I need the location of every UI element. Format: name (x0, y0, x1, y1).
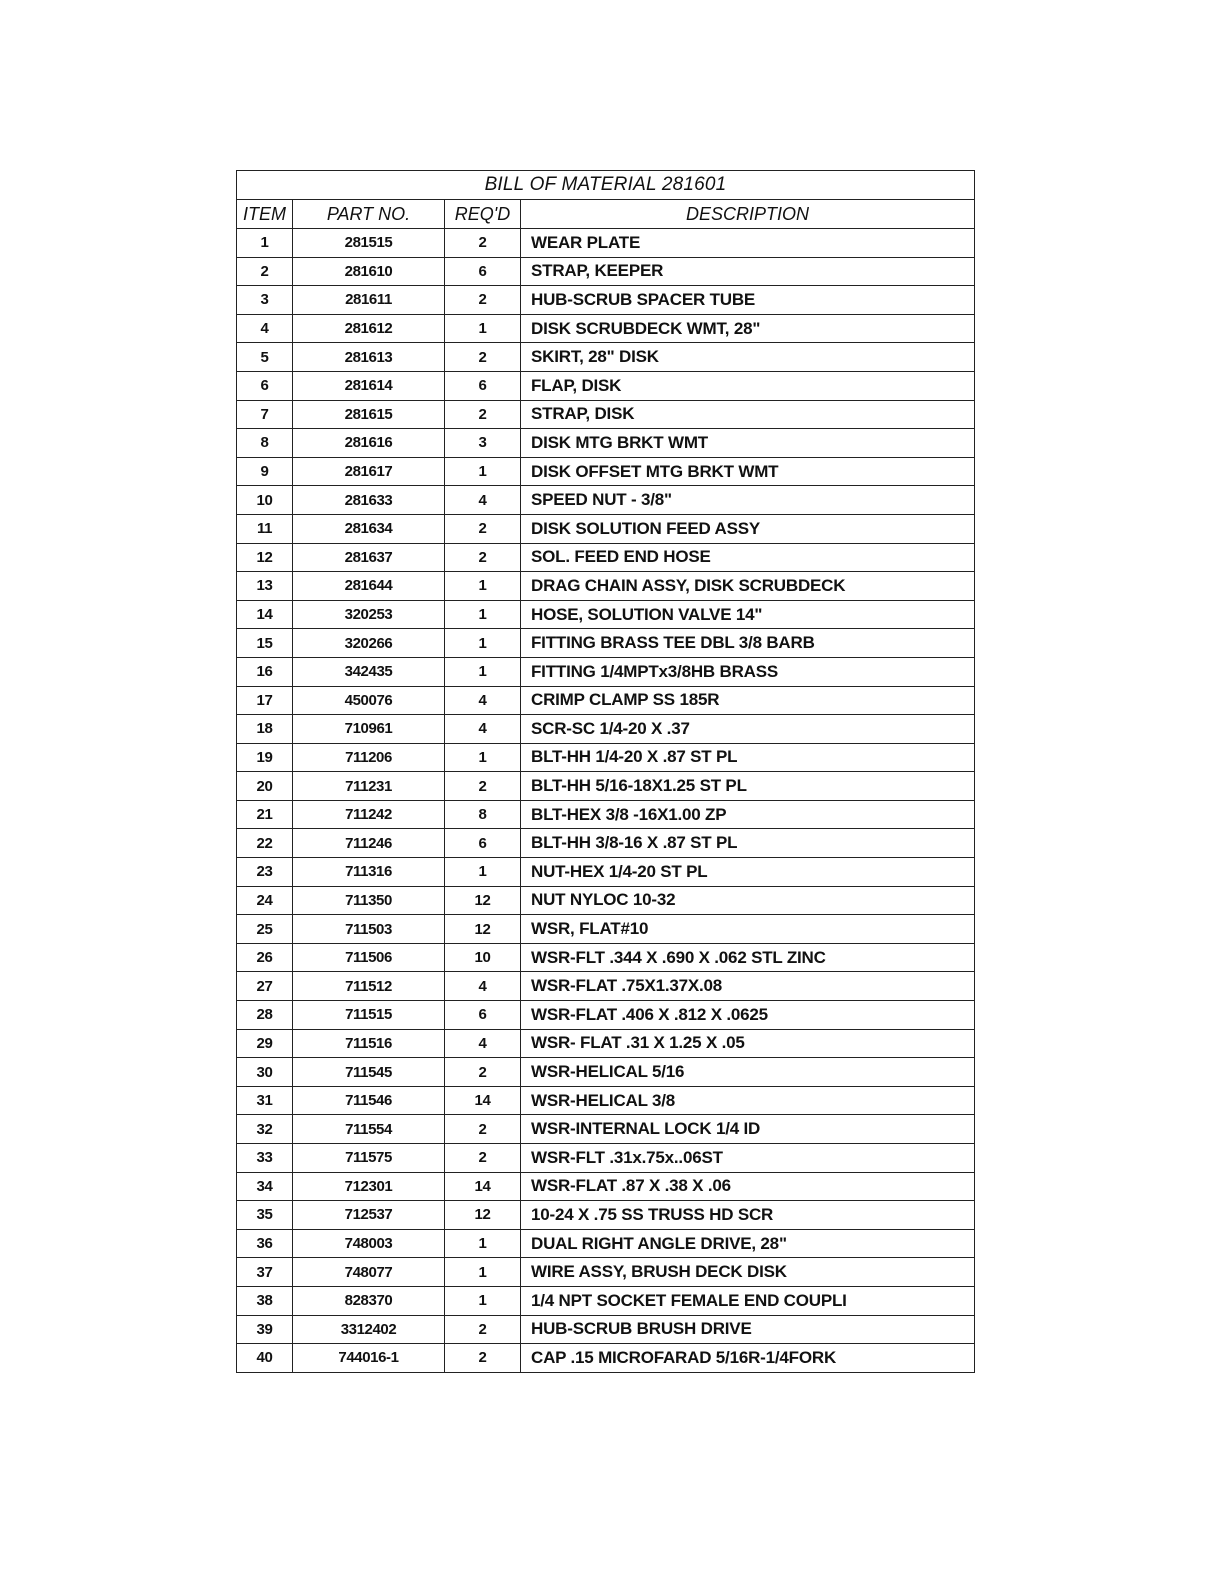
table-row (237, 486, 975, 515)
part-number: 711512 (293, 972, 445, 1001)
item-number: 27 (237, 972, 293, 1001)
part-number: 711516 (293, 1029, 445, 1058)
table-row (237, 1086, 975, 1115)
quantity-required: 2 (445, 543, 521, 572)
description: STRAP, KEEPER (521, 257, 975, 286)
description: STRAP, DISK (521, 400, 975, 429)
item-number: 31 (237, 1086, 293, 1115)
item-number: 23 (237, 858, 293, 887)
table-row (237, 229, 975, 258)
part-number: 281614 (293, 371, 445, 400)
quantity-required: 4 (445, 715, 521, 744)
table-row (237, 743, 975, 772)
table-row (237, 715, 975, 744)
quantity-required: 2 (445, 229, 521, 258)
part-number: 320253 (293, 600, 445, 629)
description: WSR-HELICAL 3/8 (521, 1086, 975, 1115)
item-number: 33 (237, 1144, 293, 1173)
part-number: 748077 (293, 1258, 445, 1287)
table-row (237, 1058, 975, 1087)
table-row (237, 457, 975, 486)
description: WSR-FLT .344 X .690 X .062 STL ZINC (521, 943, 975, 972)
table-row (237, 543, 975, 572)
quantity-required: 10 (445, 943, 521, 972)
item-number: 16 (237, 657, 293, 686)
quantity-required: 4 (445, 1029, 521, 1058)
description: HOSE, SOLUTION VALVE 14" (521, 600, 975, 629)
description: BLT-HEX 3/8 -16X1.00 ZP (521, 800, 975, 829)
part-number: 281616 (293, 429, 445, 458)
table-row (237, 371, 975, 400)
description: HUB-SCRUB BRUSH DRIVE (521, 1315, 975, 1344)
table-row (237, 972, 975, 1001)
item-number: 22 (237, 829, 293, 858)
part-number: 712537 (293, 1201, 445, 1230)
table-row (237, 829, 975, 858)
quantity-required: 14 (445, 1172, 521, 1201)
quantity-required: 1 (445, 600, 521, 629)
quantity-required: 2 (445, 1058, 521, 1087)
part-number: 711506 (293, 943, 445, 972)
item-number: 5 (237, 343, 293, 372)
description: WSR-HELICAL 5/16 (521, 1058, 975, 1087)
quantity-required: 2 (445, 286, 521, 315)
description: NUT-HEX 1/4-20 ST PL (521, 858, 975, 887)
part-number: 711206 (293, 743, 445, 772)
item-number: 25 (237, 915, 293, 944)
quantity-required: 6 (445, 371, 521, 400)
item-number: 36 (237, 1229, 293, 1258)
table-row (237, 686, 975, 715)
part-number: 281617 (293, 457, 445, 486)
quantity-required: 2 (445, 514, 521, 543)
description: WEAR PLATE (521, 229, 975, 258)
item-number: 28 (237, 1001, 293, 1030)
table-row (237, 657, 975, 686)
description: WSR, FLAT#10 (521, 915, 975, 944)
part-number: 711246 (293, 829, 445, 858)
description: SOL. FEED END HOSE (521, 543, 975, 572)
item-number: 4 (237, 314, 293, 343)
table-row (237, 772, 975, 801)
quantity-required: 8 (445, 800, 521, 829)
table-row (237, 1172, 975, 1201)
item-number: 17 (237, 686, 293, 715)
description: CRIMP CLAMP SS 185R (521, 686, 975, 715)
quantity-required: 1 (445, 1286, 521, 1315)
table-row (237, 1115, 975, 1144)
table-row (237, 257, 975, 286)
quantity-required: 12 (445, 1201, 521, 1230)
table-row (237, 514, 975, 543)
description: 10-24 X .75 SS TRUSS HD SCR (521, 1201, 975, 1230)
description: WIRE ASSY, BRUSH DECK DISK (521, 1258, 975, 1287)
quantity-required: 2 (445, 400, 521, 429)
quantity-required: 2 (445, 343, 521, 372)
table-row (237, 886, 975, 915)
quantity-required: 14 (445, 1086, 521, 1115)
item-number: 30 (237, 1058, 293, 1087)
item-number: 38 (237, 1286, 293, 1315)
part-number: 281615 (293, 400, 445, 429)
quantity-required: 12 (445, 915, 521, 944)
part-number: 281610 (293, 257, 445, 286)
description: WSR-INTERNAL LOCK 1/4 ID (521, 1115, 975, 1144)
item-number: 12 (237, 543, 293, 572)
table-row (237, 1315, 975, 1344)
quantity-required: 1 (445, 1258, 521, 1287)
part-number: 281633 (293, 486, 445, 515)
item-number: 18 (237, 715, 293, 744)
table-row (237, 400, 975, 429)
part-number: 281637 (293, 543, 445, 572)
table-row (237, 343, 975, 372)
description: DISK MTG BRKT WMT (521, 429, 975, 458)
item-number: 14 (237, 600, 293, 629)
description: CAP .15 MICROFARAD 5/16R-1/4FORK (521, 1344, 975, 1373)
table-row (237, 1144, 975, 1173)
item-number: 2 (237, 257, 293, 286)
part-number: 711316 (293, 858, 445, 887)
description: FITTING BRASS TEE DBL 3/8 BARB (521, 629, 975, 658)
part-number: 320266 (293, 629, 445, 658)
quantity-required: 6 (445, 829, 521, 858)
table-row (237, 429, 975, 458)
quantity-required: 2 (445, 1115, 521, 1144)
item-number: 29 (237, 1029, 293, 1058)
part-number: 281611 (293, 286, 445, 315)
item-number: 34 (237, 1172, 293, 1201)
item-number: 10 (237, 486, 293, 515)
item-number: 9 (237, 457, 293, 486)
item-number: 21 (237, 800, 293, 829)
quantity-required: 1 (445, 1229, 521, 1258)
description: WSR-FLT .31x.75x..06ST (521, 1144, 975, 1173)
table-row (237, 1258, 975, 1287)
table-row (237, 286, 975, 315)
description: DRAG CHAIN ASSY, DISK SCRUBDECK (521, 572, 975, 601)
description: WSR-FLAT .75X1.37X.08 (521, 972, 975, 1001)
table-row (237, 600, 975, 629)
item-number: 1 (237, 229, 293, 258)
table-row (237, 314, 975, 343)
description: 1/4 NPT SOCKET FEMALE END COUPLI (521, 1286, 975, 1315)
part-number: 712301 (293, 1172, 445, 1201)
header-reqd: REQ'D (445, 200, 521, 229)
quantity-required: 1 (445, 572, 521, 601)
part-number: 711503 (293, 915, 445, 944)
description: HUB-SCRUB SPACER TUBE (521, 286, 975, 315)
quantity-required: 1 (445, 629, 521, 658)
description: WSR-FLAT .87 X .38 X .06 (521, 1172, 975, 1201)
item-number: 3 (237, 286, 293, 315)
part-number: 342435 (293, 657, 445, 686)
item-number: 37 (237, 1258, 293, 1287)
table-row (237, 858, 975, 887)
header-row (237, 200, 975, 229)
part-number: 281612 (293, 314, 445, 343)
table-row (237, 1286, 975, 1315)
description: WSR- FLAT .31 X 1.25 X .05 (521, 1029, 975, 1058)
table-row (237, 1201, 975, 1230)
part-number: 711546 (293, 1086, 445, 1115)
item-number: 7 (237, 400, 293, 429)
part-number: 281515 (293, 229, 445, 258)
header-description: DESCRIPTION (521, 200, 975, 229)
part-number: 281634 (293, 514, 445, 543)
item-number: 6 (237, 371, 293, 400)
part-number: 711545 (293, 1058, 445, 1087)
quantity-required: 6 (445, 1001, 521, 1030)
quantity-required: 12 (445, 886, 521, 915)
quantity-required: 1 (445, 657, 521, 686)
item-number: 19 (237, 743, 293, 772)
part-number: 3312402 (293, 1315, 445, 1344)
quantity-required: 4 (445, 486, 521, 515)
table-row (237, 1344, 975, 1373)
quantity-required: 3 (445, 429, 521, 458)
table-body (237, 229, 975, 1373)
description: SCR-SC 1/4-20 X .37 (521, 715, 975, 744)
table-row (237, 629, 975, 658)
item-number: 15 (237, 629, 293, 658)
table-row (237, 915, 975, 944)
description: SPEED NUT - 3/8" (521, 486, 975, 515)
description: DISK SOLUTION FEED ASSY (521, 514, 975, 543)
item-number: 11 (237, 514, 293, 543)
part-number: 281613 (293, 343, 445, 372)
quantity-required: 2 (445, 1315, 521, 1344)
item-number: 40 (237, 1344, 293, 1373)
part-number: 711575 (293, 1144, 445, 1173)
quantity-required: 4 (445, 686, 521, 715)
quantity-required: 1 (445, 858, 521, 887)
table-row (237, 1029, 975, 1058)
title-row (237, 171, 975, 200)
item-number: 39 (237, 1315, 293, 1344)
part-number: 281644 (293, 572, 445, 601)
table-row (237, 1229, 975, 1258)
table-title: BILL OF MATERIAL 281601 (237, 171, 975, 200)
part-number: 828370 (293, 1286, 445, 1315)
part-number: 710961 (293, 715, 445, 744)
quantity-required: 1 (445, 457, 521, 486)
item-number: 35 (237, 1201, 293, 1230)
part-number: 711554 (293, 1115, 445, 1144)
item-number: 26 (237, 943, 293, 972)
description: BLT-HH 3/8-16 X .87 ST PL (521, 829, 975, 858)
item-number: 32 (237, 1115, 293, 1144)
part-number: 450076 (293, 686, 445, 715)
description: BLT-HH 1/4-20 X .87 ST PL (521, 743, 975, 772)
description: BLT-HH 5/16-18X1.25 ST PL (521, 772, 975, 801)
header-item: ITEM (237, 200, 293, 229)
description: DUAL RIGHT ANGLE DRIVE, 28" (521, 1229, 975, 1258)
part-number: 711242 (293, 800, 445, 829)
item-number: 20 (237, 772, 293, 801)
table-row (237, 943, 975, 972)
item-number: 8 (237, 429, 293, 458)
description: FLAP, DISK (521, 371, 975, 400)
quantity-required: 2 (445, 772, 521, 801)
description: FITTING 1/4MPTx3/8HB BRASS (521, 657, 975, 686)
quantity-required: 1 (445, 743, 521, 772)
description: NUT NYLOC 10-32 (521, 886, 975, 915)
item-number: 13 (237, 572, 293, 601)
item-number: 24 (237, 886, 293, 915)
bill-of-material-table (236, 170, 975, 1373)
quantity-required: 6 (445, 257, 521, 286)
part-number: 711515 (293, 1001, 445, 1030)
part-number: 711350 (293, 886, 445, 915)
table-row (237, 800, 975, 829)
header-part-no: PART NO. (293, 200, 445, 229)
description: DISK SCRUBDECK WMT, 28" (521, 314, 975, 343)
part-number: 744016-1 (293, 1344, 445, 1373)
description: WSR-FLAT .406 X .812 X .0625 (521, 1001, 975, 1030)
description: SKIRT, 28" DISK (521, 343, 975, 372)
table-row (237, 572, 975, 601)
quantity-required: 1 (445, 314, 521, 343)
table-row (237, 1001, 975, 1030)
quantity-required: 2 (445, 1144, 521, 1173)
part-number: 711231 (293, 772, 445, 801)
quantity-required: 2 (445, 1344, 521, 1373)
quantity-required: 4 (445, 972, 521, 1001)
part-number: 748003 (293, 1229, 445, 1258)
description: DISK OFFSET MTG BRKT WMT (521, 457, 975, 486)
